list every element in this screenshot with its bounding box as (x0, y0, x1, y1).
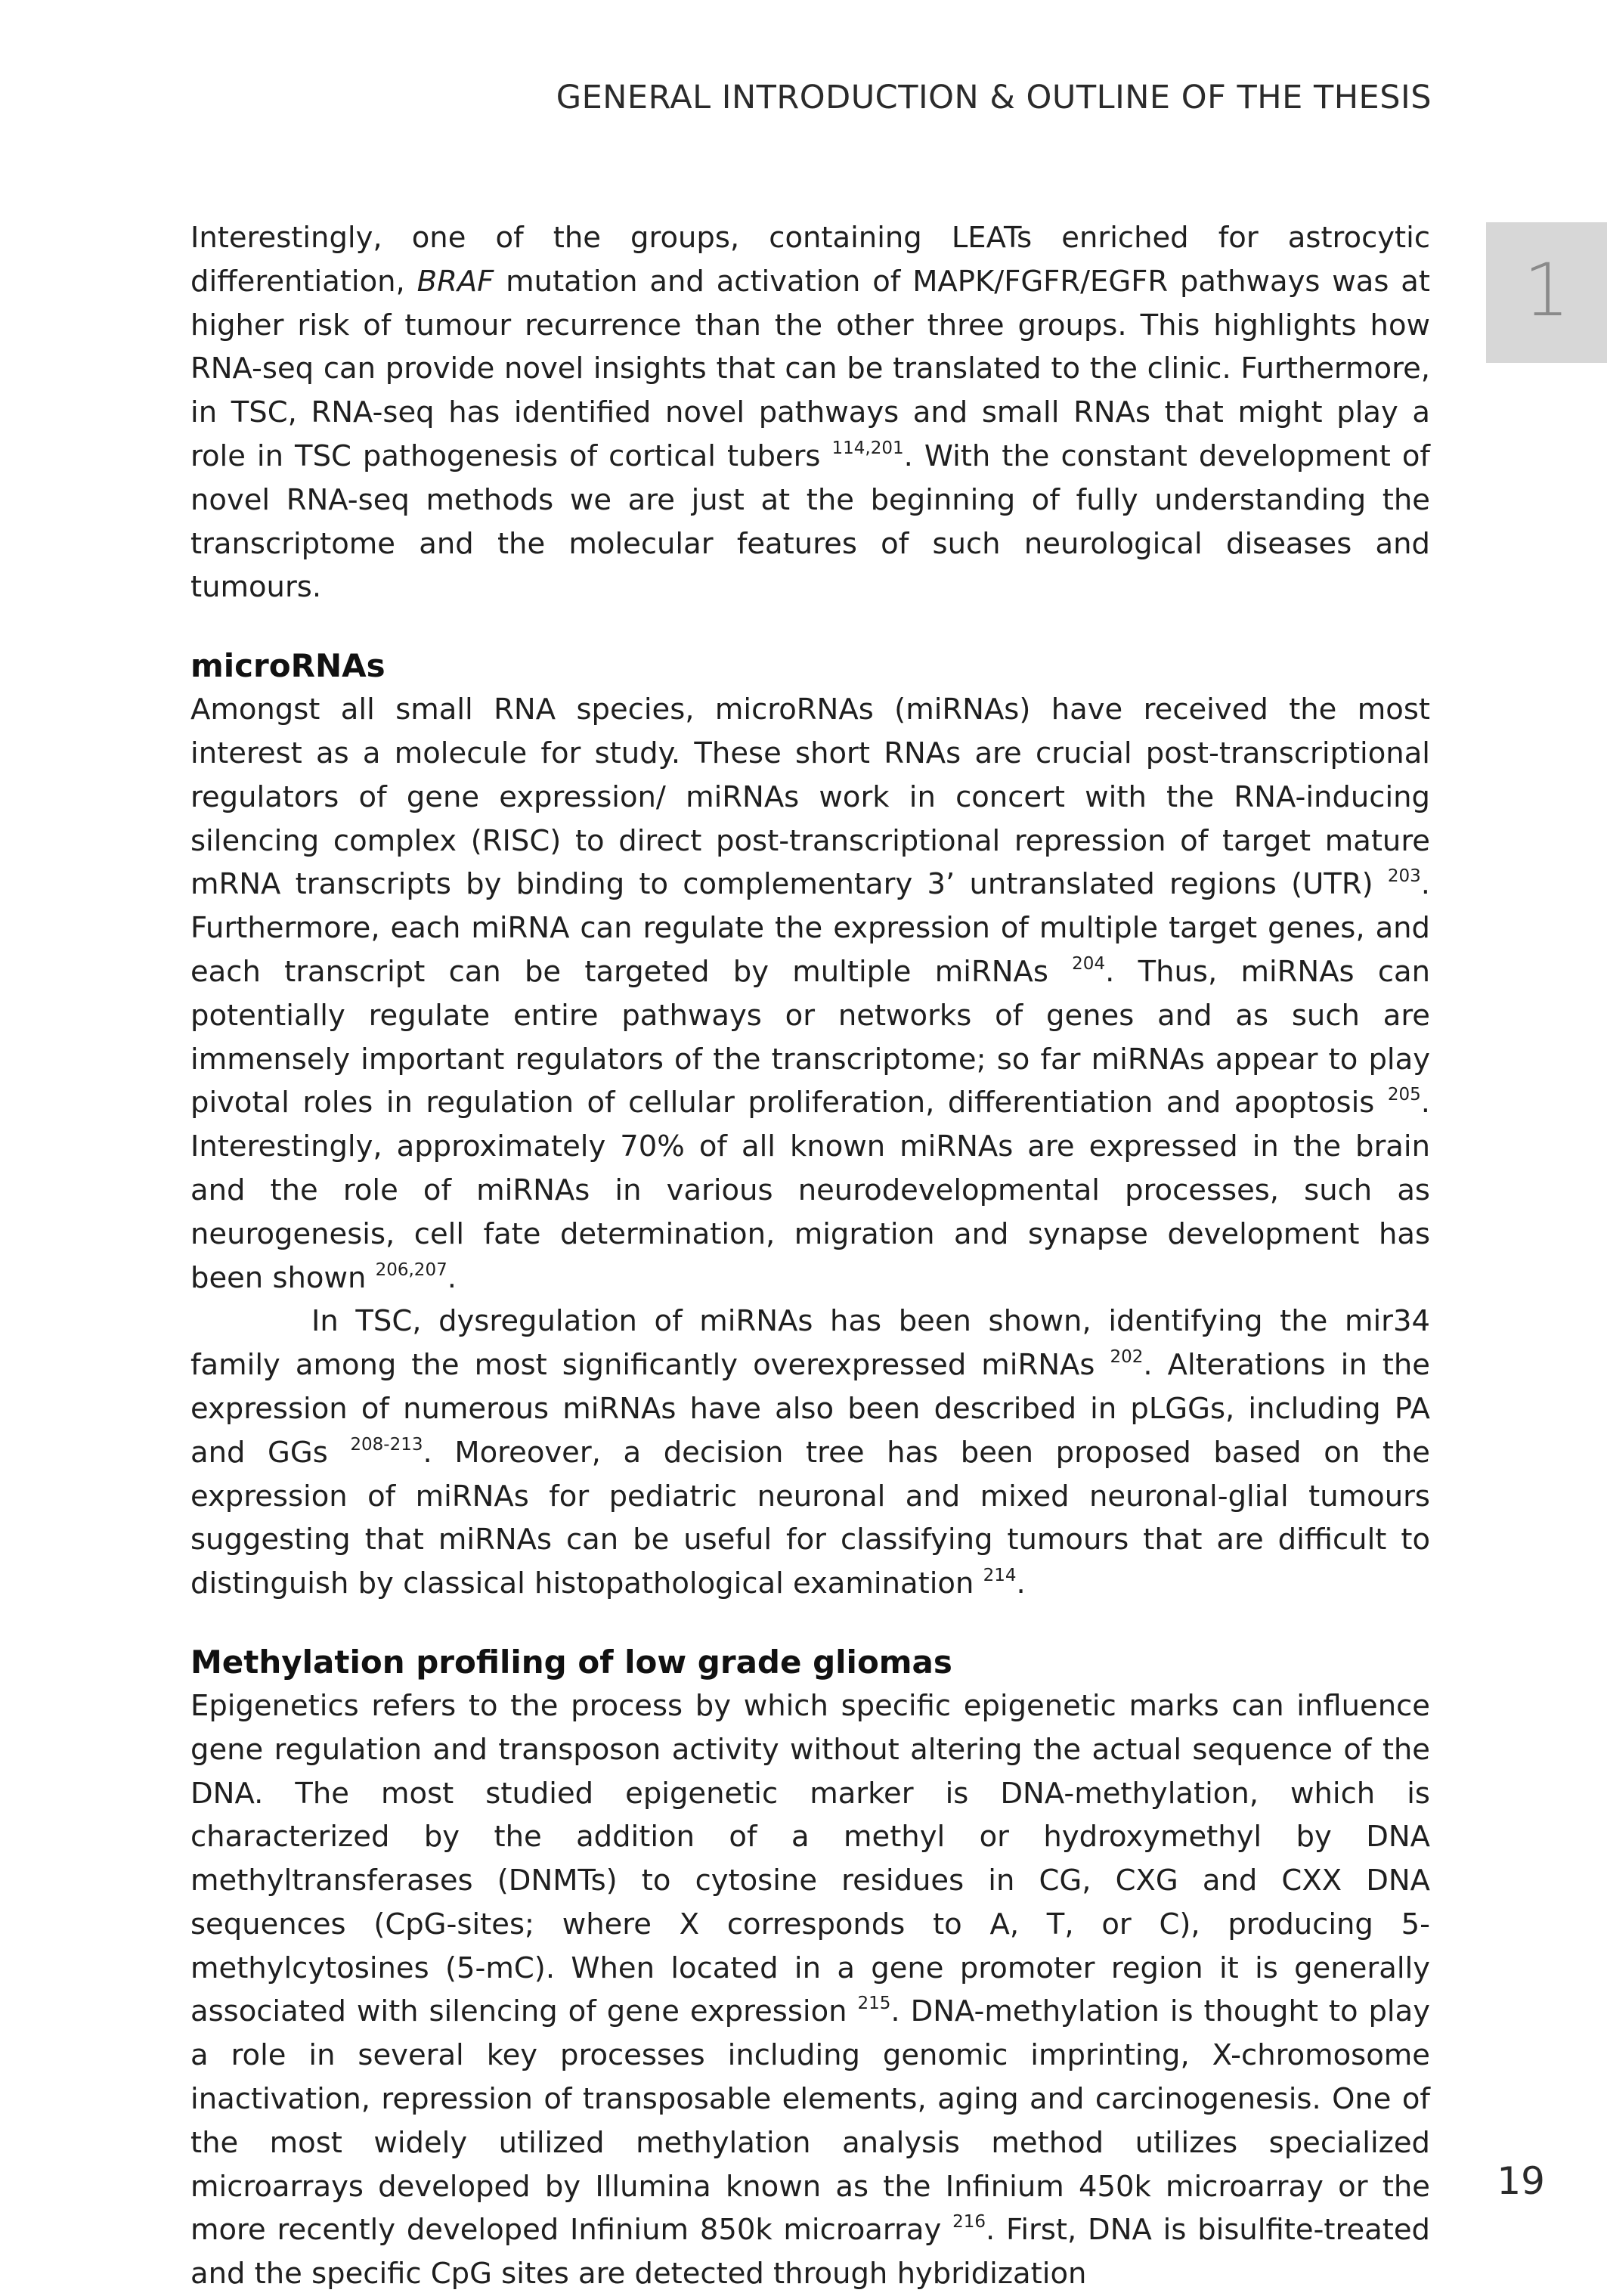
gene-name-italic: BRAF (416, 264, 494, 299)
paragraph-intro: Interestingly, one of the groups, containing LEATs enriched for astrocytic differentiation, BRAF mutation and activation of MAPK/FGFR/EGFR pathways was at higher risk of tumour recurrence than the other three groups. This highlights how RNA-seq can provide novel insights that can be translated to the clinic. Furthermore, in TSC, RNA-seq has identified novel pathways and small RNAs that might play a role in TSC pathogenesis of cortical tubers $^{114,201}$. With the constant development of novel RNA-seq methods we are just at the beginning of fully understanding the transcriptome and the molecular features of such neurological diseases and tumours. (190, 221, 1430, 605)
page-number: 19 (1497, 2159, 1545, 2203)
citation-ref: 205 (1387, 1085, 1421, 1105)
paragraph-methylation-1: Epigenetics refers to the process by which specific epigenetic marks can influence gene regulation and transposon activity without altering the actual sequence of the DNA. The most studied epigenetic marker is DNA-methylation, which is characterized by the addition of a methyl or hydroxymethyl by DNA methyltransferases (DNMTs) to cytosine residues in CG, CXG and CXX DNA sequences (CpG-sites; where X corresponds to A, T, or C), producing 5-methylcytosines (5-mC). When located in a gene promoter region it is generally associated with silencing of gene expression $^{215}$. DNA-methylation is thought to play a role in several key processes including genomic imprinting, X-chromosome inactivation, repression of transposable elements, aging and carcinogenesis. One of the most widely utilized methylation analysis method utilizes specialized microarrays developed by Illumina known as the Infinium 450k microarray or the more recently developed Infinium 850k microarray $^{216}$. First, DNA is bisulfite-treated and the specific CpG sites are detected through hybridization (190, 1688, 1430, 2291)
paragraph-mirna-2: In TSC, dysregulation of miRNAs has been shown, identifying the mir34 family among the most significantly overexpressed miRNAs $^{202}$. Alterations in the expression of numerous miRNAs have also been described in pLGGs, including PA and GGs $^{208-213}$. Moreover, a decision tree has been proposed based on the expression of miRNAs for pediatric neuronal and mixed neuronal-glial tumours suggesting that miRNAs can be useful for classifying tumours that are difficult to distinguish by classical histopathological examination $^{214}$. (190, 1304, 1430, 1601)
chapter-number: 1 (1523, 248, 1570, 333)
paragraph-mirna-1: Amongst all small RNA species, microRNAs (miRNAs) have received the most interest as a molecule for study. These short RNAs are crucial post-transcriptional regulators of gene expression/ miRNAs work in concert with the RNA-inducing silencing complex (RISC) to direct post-transcriptional repression of target mature mRNA transcripts by binding to complementary 3’ untranslated regions (UTR) $^{203}$. Furthermore, each miRNA can regulate the expression of multiple target genes, and each transcript can be targeted by multiple miRNAs $^{204}$. Thus, miRNAs can potentially regulate entire pathways or networks of genes and as such are immensely important regulators of the transcriptome; so far miRNAs appear to play pivotal roles in regulation of cellular proliferation, differentiation and apoptosis $^{205}$. Interestingly, approximately 70% of all known miRNAs are expressed in the brain and the role of miRNAs in various neurodevelopmental processes, such as neurogenesis, cell fate determination, migration and synapse development has been shown $^{206,207}$. (190, 693, 1431, 1295)
citation-ref: 206,207 (375, 1260, 447, 1280)
section-heading-methylation: Methylation profiling of low grade gliomas (190, 1643, 952, 1681)
citation-ref: 114,201 (831, 438, 904, 458)
citation-ref: 216 (952, 2212, 986, 2232)
citation-ref: 203 (1387, 866, 1421, 887)
citation-ref: 214 (983, 1566, 1017, 1586)
page-body (190, 216, 1430, 2296)
citation-ref: 215 (857, 1994, 891, 2014)
citation-ref: 208-213 (350, 1434, 423, 1455)
citation-ref: 204 (1072, 953, 1106, 974)
running-header-title: GENERAL INTRODUCTION & OUTLINE OF THE THESIS (556, 79, 1432, 116)
section-heading-micrornas: microRNAs (190, 647, 385, 685)
chapter-tab (1486, 222, 1607, 363)
citation-ref: 202 (1110, 1347, 1144, 1368)
